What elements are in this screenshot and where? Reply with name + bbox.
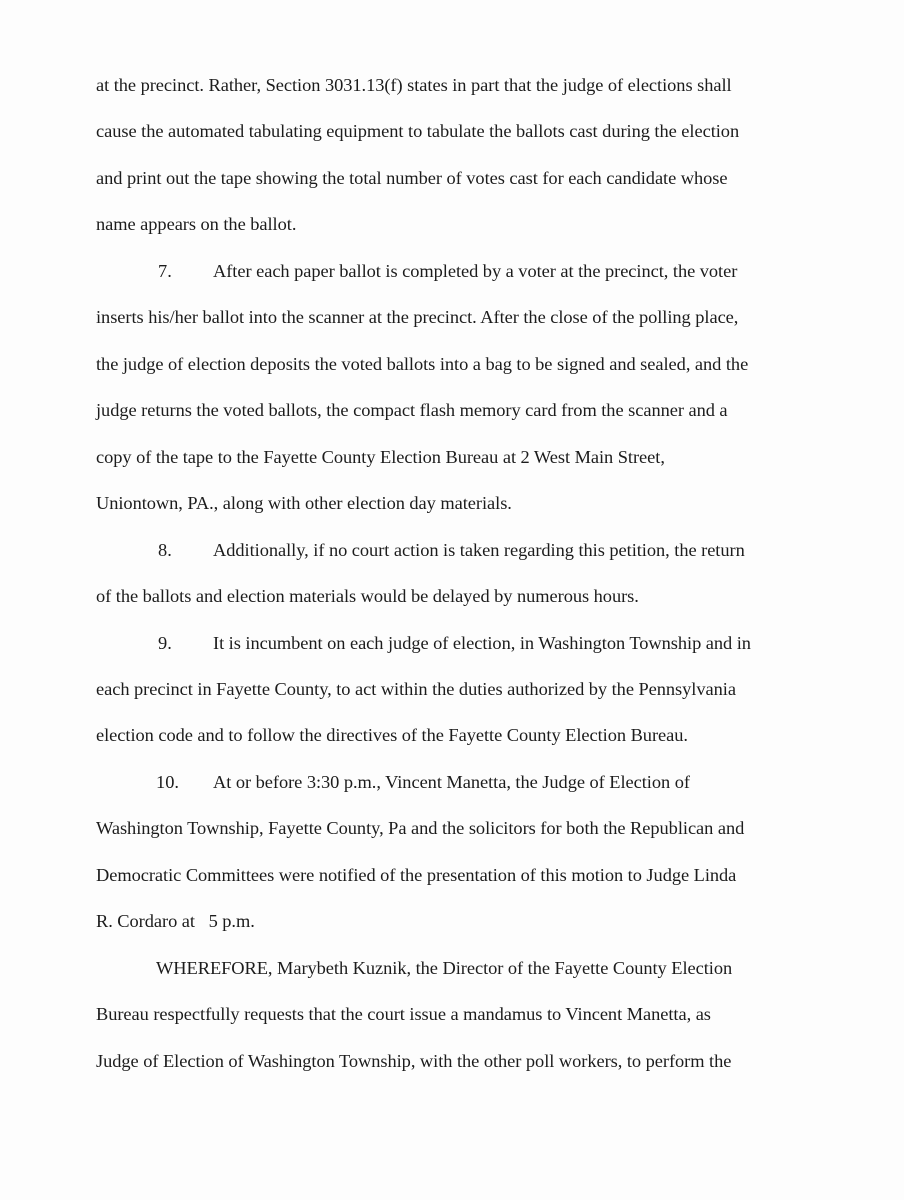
text-line: judge returns the voted ballots, the compact flash memory card from the scanner and a [96, 400, 728, 420]
text-line: Uniontown, PA., along with other election day materials. [96, 493, 512, 513]
text-line: After each paper ballot is completed by a voter at the precinct, the voter [213, 261, 738, 281]
text-line: of the ballots and election materials would be delayed by numerous hours. [96, 586, 639, 606]
text-line: cause the automated tabulating equipment to tabulate the ballots cast during the election [96, 121, 740, 141]
text-line: At or before 3:30 p.m., Vincent Manetta, the Judge of Election of [213, 772, 690, 792]
paragraph-number: 10. [156, 772, 179, 792]
text-line: Additionally, if no court action is taken regarding this petition, the return [213, 540, 745, 560]
text-line: Judge of Election of Washington Township, with the other poll workers, to perform the [96, 1051, 732, 1071]
paragraph-number: 7. [158, 261, 172, 281]
text-line: each precinct in Fayette County, to act within the duties authorized by the Pennsylvania [96, 679, 736, 699]
text-line: Democratic Committees were notified of the presentation of this motion to Judge Linda [96, 865, 737, 885]
text-line: Bureau respectfully requests that the court issue a mandamus to Vincent Manetta, as [96, 1004, 711, 1024]
paragraph-number: 8. [158, 540, 172, 560]
text-line: at the precinct. Rather, Section 3031.13(f) states in part that the judge of elections shall [96, 75, 732, 95]
text-line: It is incumbent on each judge of election, in Washington Township and in [213, 633, 751, 653]
text-line: election code and to follow the directives of the Fayette County Election Bureau. [96, 725, 688, 745]
text-line: R. Cordaro at 5 p.m. [96, 911, 255, 931]
text-line: the judge of election deposits the voted ballots into a bag to be signed and sealed, and the [96, 354, 749, 374]
text-line: inserts his/her ballot into the scanner at the precinct. After the close of the polling place, [96, 307, 739, 327]
text-line: and print out the tape showing the total number of votes cast for each candidate whose [96, 168, 728, 188]
text-line: name appears on the ballot. [96, 214, 297, 234]
paragraph-number: 9. [158, 633, 172, 653]
text-line: WHEREFORE, Marybeth Kuznik, the Director of the Fayette County Election [156, 958, 733, 978]
text-line: copy of the tape to the Fayette County Election Bureau at 2 West Main Street, [96, 447, 665, 467]
text-line: Washington Township, Fayette County, Pa and the solicitors for both the Republican and [96, 818, 745, 838]
